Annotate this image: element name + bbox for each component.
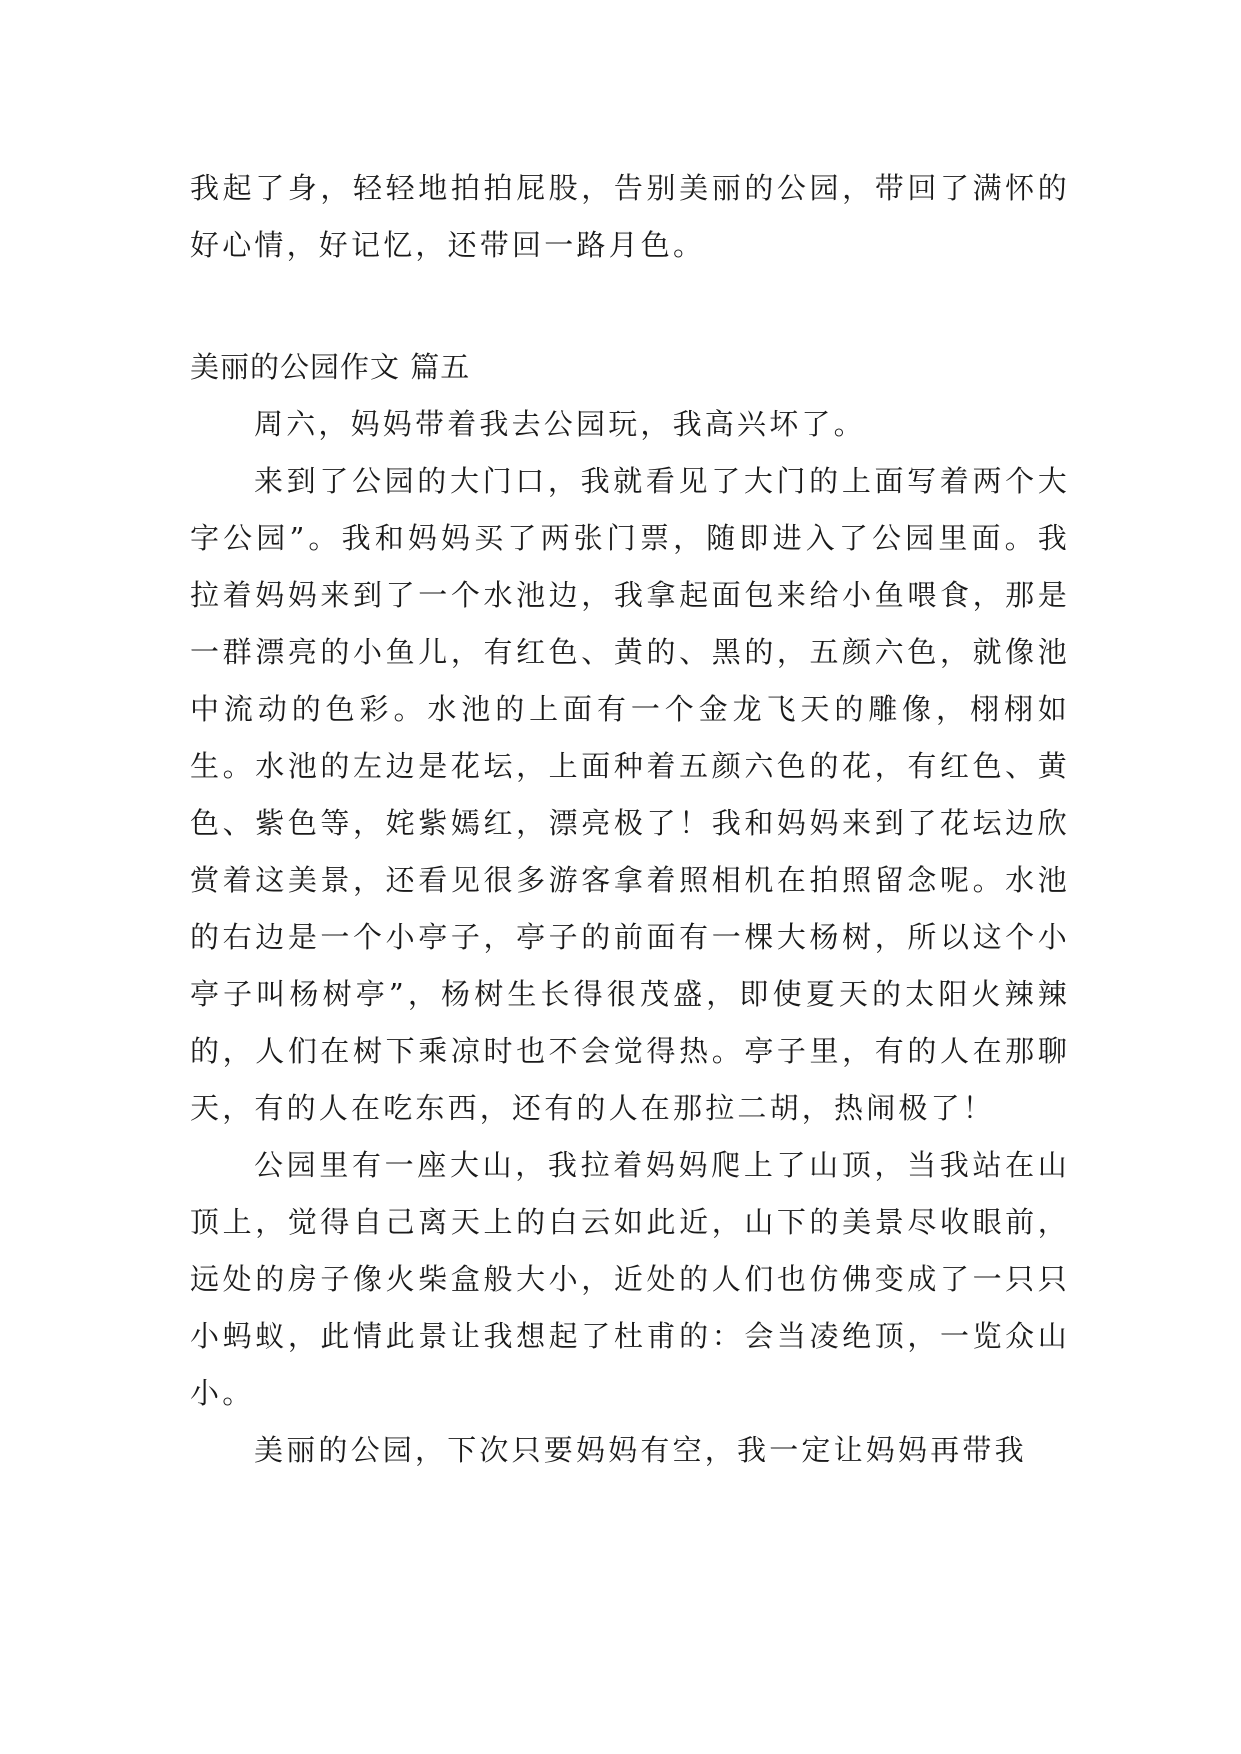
- section-title: 美丽的公园作文 篇五: [190, 350, 471, 384]
- paragraph-spacer: [190, 274, 1070, 331]
- paragraph-1: 周六，妈妈带着我去公园玩，我高兴坏了。: [254, 407, 866, 441]
- paragraph-2: 来到了公园的大门口，我就看见了大门的上面写着两个大字公园”。我和妈妈买了两张门票，随即进入了公园里面。我拉着妈妈来到了一个水池边，我拿起面包来给小鱼喂食，那是一群漂亮的小鱼儿，有红色、黄的、黑的，五颜六色，就像池中流动的色彩。水池的上面有一个金龙飞天的雕像，栩栩如生。水池的左边是花坛，上面种着五颜六色的花，有红色、黄色、紫色等，姹紫嫣红，漂亮极了！我和妈妈来到了花坛边欣赏着这美景，还看见很多游客拿着照相机在拍照留念呢。水池的右边是一个小亭子，亭子的前面有一棵大杨树，所以这个小亭子叫杨树亭”，杨树生长得很茂盛，即使夏天的太阳火辣辣的，人们在树下乘凉时也不会觉得热。亭子里，有的人在那聊天，有的人在吃东西，还有的人在那拉二胡，热闹极了！: [190, 464, 1070, 1125]
- paragraph-4: 美丽的公园，下次只要妈妈有空，我一定让妈妈再带我: [254, 1433, 1027, 1467]
- paragraph-3: 公园里有一座大山，我拉着妈妈爬上了山顶，当我站在山顶上，觉得自己离天上的白云如此近，山下的美景尽收眼前，远处的房子像火柴盒般大小，近处的人们也仿佛变成了一只只小蚂蚁，此情此景让我想起了杜甫的：会当凌绝顶，一览众山小。: [190, 1148, 1070, 1410]
- document-body: [190, 160, 1070, 1479]
- lead-paragraph: 我起了身，轻轻地拍拍屁股，告别美丽的公园，带回了满怀的好心情，好记忆，还带回一路月色。: [190, 171, 1070, 262]
